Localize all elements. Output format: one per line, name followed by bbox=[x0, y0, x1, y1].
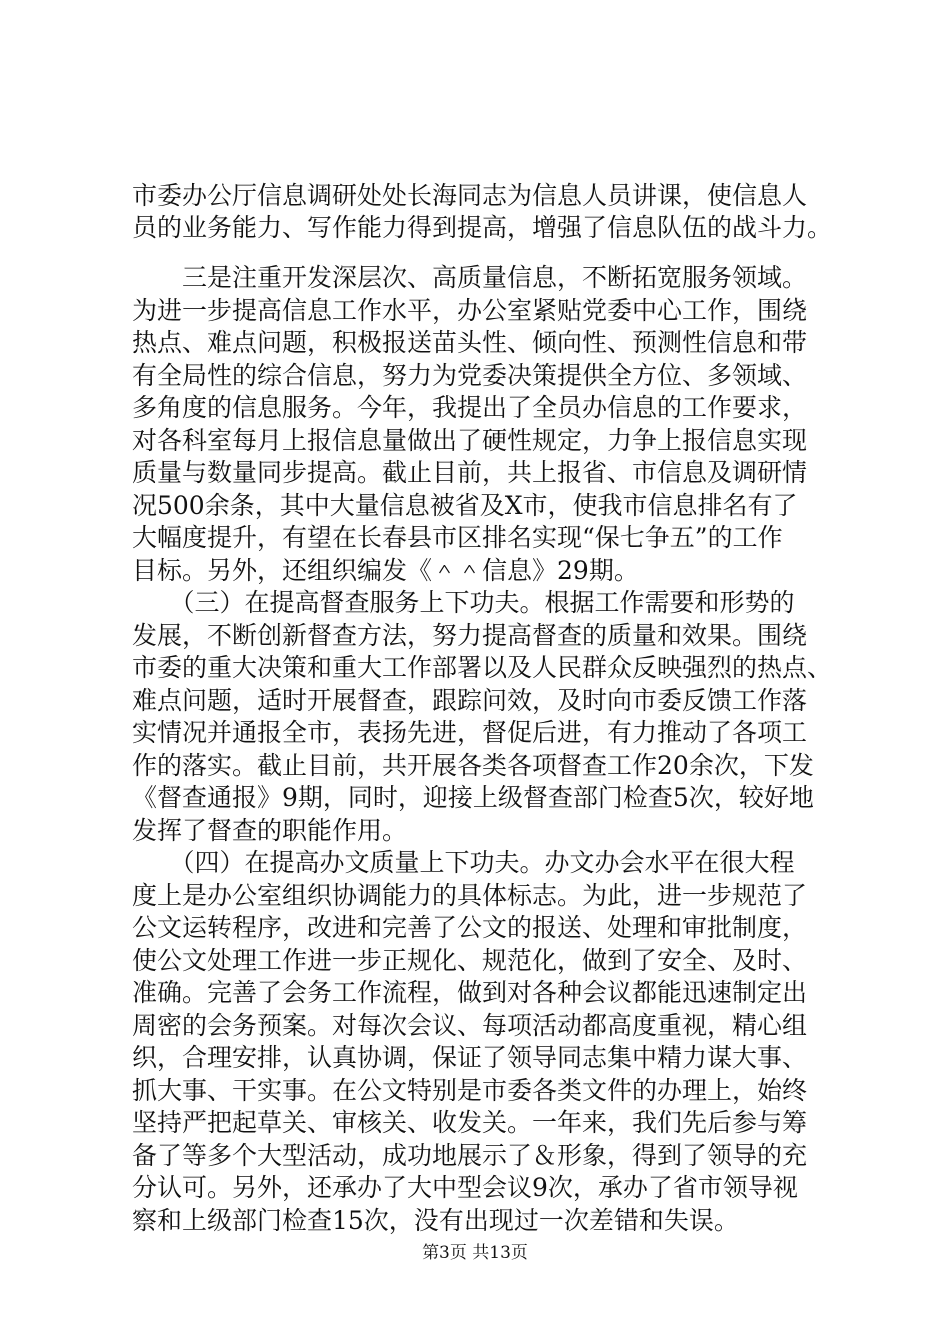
text-line: 发挥了督查的职能作用。 bbox=[132, 816, 408, 845]
text-line: 大幅度提升，有望在长春县市区排名实现“保七争五”的工作 bbox=[132, 523, 783, 552]
text-line: 《督查通报》9期，同时，迎接上级督查部门检查5次，较好地 bbox=[132, 783, 814, 812]
text-line: 作的落实。截止目前，共开展各类各项督查工作20余次，下发 bbox=[132, 751, 814, 780]
text-line: 度上是办公室组织协调能力的具体标志。为此，进一步规范了 bbox=[132, 881, 808, 910]
text-line: 三是注重开发深层次、高质量信息，不断拓宽服务领域。 bbox=[132, 263, 808, 292]
text-line: 周密的会务预案。对每次会议、每项活动都高度重视，精心组 bbox=[132, 1011, 808, 1040]
text-line: 使公文处理工作进一步正规化、规范化，做到了安全、及时、 bbox=[132, 946, 808, 975]
text-line: 市委办公厅信息调研处处长海同志为信息人员讲课，使信息人 bbox=[132, 181, 808, 210]
text-line: 热点、难点问题，积极报送苗头性、倾向性、预测性信息和带 bbox=[132, 328, 808, 357]
text-line: 抓大事、干实事。在公文特别是市委各类文件的办理上，始终 bbox=[132, 1076, 808, 1105]
text-line: 多角度的信息服务。今年，我提出了全员办信息的工作要求， bbox=[132, 393, 808, 422]
text-line: 实情况并通报全市，表扬先进，督促后进，有力推动了各项工 bbox=[132, 718, 808, 747]
page-footer: 第3页 共13页 bbox=[422, 1243, 528, 1263]
text-line: （三）在提高督查服务上下功夫。根据工作需要和形势的 bbox=[132, 588, 795, 617]
text-line: 市委的重大决策和重大工作部署以及人民群众反映强烈的热点、 bbox=[132, 653, 832, 682]
text-line: 员的业务能力、写作能力得到提高，增强了信息队伍的战斗力。 bbox=[132, 213, 832, 242]
text-line: 察和上级部门检查15次，没有出现过一次差错和失误。 bbox=[132, 1206, 739, 1235]
text-line: 难点问题，适时开展督查，跟踪问效，及时向市委反馈工作落 bbox=[132, 686, 808, 715]
text-line: 为进一步提高信息工作水平，办公室紧贴党委中心工作，围绕 bbox=[132, 296, 808, 325]
text-line: 坚持严把起草关、审核关、收发关。一年来，我们先后参与筹 bbox=[132, 1108, 808, 1137]
text-line: 公文运转程序，改进和完善了公文的报送、处理和审批制度， bbox=[132, 913, 808, 942]
text-line: 有全局性的综合信息，努力为党委决策提供全方位、多领域、 bbox=[132, 361, 808, 390]
text-line: 况500余条，其中大量信息被省及X市，使我市信息排名有了 bbox=[132, 491, 798, 520]
text-line: （四）在提高办文质量上下功夫。办文办会水平在很大程 bbox=[132, 848, 795, 877]
text-line: 发展，不断创新督查方法，努力提高督查的质量和效果。围绕 bbox=[132, 621, 808, 650]
text-line: 质量与数量同步提高。截止目前，共上报省、市信息及调研情 bbox=[132, 458, 808, 487]
text-line: 目标。另外，还组织编发《＾＾信息》29期。 bbox=[132, 556, 639, 585]
text-line: 对各科室每月上报信息量做出了硬性规定，力争上报信息实现 bbox=[132, 426, 808, 455]
text-line: 准确。完善了会务工作流程，做到对各种会议都能迅速制定出 bbox=[132, 978, 808, 1007]
text-line: 备了等多个大型活动，成功地展示了＆形象，得到了领导的充 bbox=[132, 1141, 808, 1170]
text-line: 分认可。另外，还承办了大中型会议9次，承办了省市领导视 bbox=[132, 1173, 798, 1202]
text-line: 织，合理安排，认真协调，保证了领导同志集中精力谋大事、 bbox=[132, 1043, 808, 1072]
